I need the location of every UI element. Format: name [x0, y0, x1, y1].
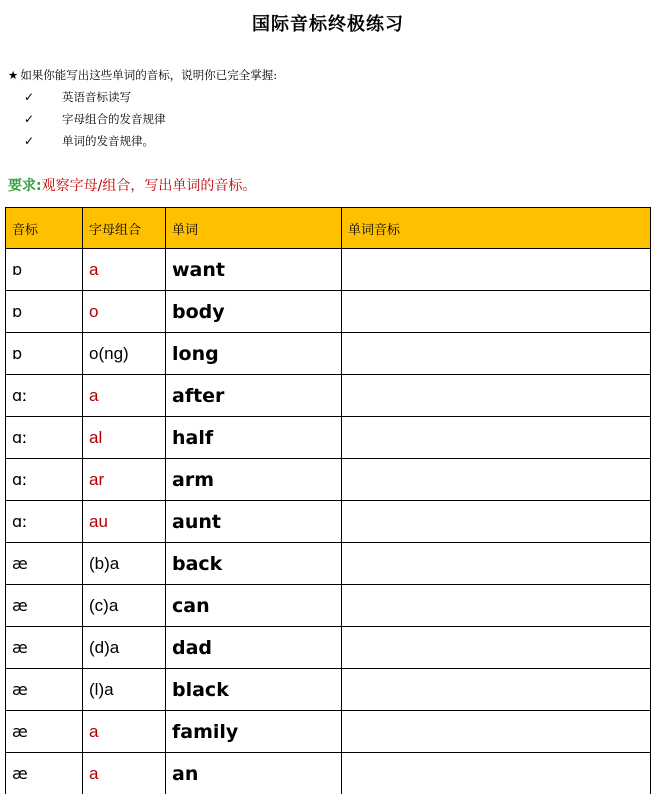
requirement-text: 观察字母/组合，写出单词的音标。 [41, 178, 257, 194]
bullet-item [8, 130, 277, 152]
requirement-label: 要求: [8, 178, 42, 194]
table-row [6, 585, 651, 627]
header-combo: 字母组合 [83, 208, 166, 249]
answer-cell[interactable] [342, 333, 651, 375]
table-row [6, 543, 651, 585]
letter-combo-cell: a [83, 711, 166, 753]
table-row [6, 627, 651, 669]
word-cell: back [166, 543, 342, 585]
page-title: 国际音标终极练习 [252, 14, 404, 35]
word-cell: aunt [166, 501, 342, 543]
phonetic-symbol-cell: æ [6, 627, 83, 669]
header-symbol: 音标 [6, 208, 83, 249]
answer-cell[interactable] [342, 669, 651, 711]
table-row [6, 333, 651, 375]
word-cell: long [166, 333, 342, 375]
letter-combo-cell: o(ng) [83, 333, 166, 375]
answer-cell[interactable] [342, 627, 651, 669]
answer-cell[interactable] [342, 501, 651, 543]
answer-cell[interactable] [342, 711, 651, 753]
header-answer: 单词音标 [342, 208, 651, 249]
phonetic-symbol-cell: æ [6, 753, 83, 795]
word-cell: an [166, 753, 342, 795]
letter-combo-cell: al [83, 417, 166, 459]
word-cell: after [166, 375, 342, 417]
word-cell: arm [166, 459, 342, 501]
table-row [6, 501, 651, 543]
answer-cell[interactable] [342, 375, 651, 417]
checkmark-icon: ✓ [24, 112, 35, 126]
table-row [6, 291, 651, 333]
intro-lead-line [8, 64, 277, 86]
letter-combo-cell: a [83, 753, 166, 795]
intro-block [8, 64, 277, 152]
star-icon: ★ [8, 68, 19, 82]
bullet-item [8, 86, 277, 108]
word-cell: black [166, 669, 342, 711]
phonetic-symbol-cell: ɑː [6, 501, 83, 543]
word-cell: body [166, 291, 342, 333]
word-cell: family [166, 711, 342, 753]
intro-lead: 如果你能写出这些单词的音标，说明你已完全掌握: [20, 68, 278, 82]
phonetic-symbol-cell: ɑː [6, 375, 83, 417]
phonetics-table [5, 207, 651, 794]
table-row [6, 249, 651, 291]
answer-cell[interactable] [342, 249, 651, 291]
phonetic-symbol-cell: æ [6, 711, 83, 753]
table-row [6, 459, 651, 501]
letter-combo-cell: ar [83, 459, 166, 501]
table-row [6, 711, 651, 753]
letter-combo-cell: a [83, 375, 166, 417]
table-row [6, 753, 651, 795]
answer-cell[interactable] [342, 291, 651, 333]
letter-combo-cell: o [83, 291, 166, 333]
letter-combo-cell: (c)a [83, 585, 166, 627]
answer-cell[interactable] [342, 417, 651, 459]
bullet-text: 英语音标读写 [62, 90, 131, 104]
header-word: 单词 [166, 208, 342, 249]
table-row [6, 417, 651, 459]
phonetic-symbol-cell: ɑː [6, 417, 83, 459]
phonetic-symbol-cell: ɒ [6, 249, 83, 291]
checkmark-icon: ✓ [24, 90, 35, 104]
word-cell: dad [166, 627, 342, 669]
phonetic-symbol-cell: æ [6, 585, 83, 627]
table-row [6, 375, 651, 417]
word-cell: half [166, 417, 342, 459]
phonetic-symbol-cell: æ [6, 543, 83, 585]
phonetic-symbol-cell: æ [6, 669, 83, 711]
bullet-item [8, 108, 277, 130]
word-cell: can [166, 585, 342, 627]
letter-combo-cell: (d)a [83, 627, 166, 669]
letter-combo-cell: (l)a [83, 669, 166, 711]
bullet-text: 字母组合的发音规律 [62, 112, 166, 126]
checkmark-icon: ✓ [24, 134, 35, 148]
table-body [6, 249, 651, 795]
answer-cell[interactable] [342, 459, 651, 501]
phonetic-symbol-cell: ɑː [6, 459, 83, 501]
letter-combo-cell: (b)a [83, 543, 166, 585]
answer-cell[interactable] [342, 753, 651, 795]
requirement-line [8, 175, 256, 195]
phonetic-symbol-cell: ɒ [6, 291, 83, 333]
answer-cell[interactable] [342, 543, 651, 585]
answer-cell[interactable] [342, 585, 651, 627]
table-row [6, 669, 651, 711]
letter-combo-cell: au [83, 501, 166, 543]
table-header-row [6, 208, 651, 249]
bullet-text: 单词的发音规律。 [62, 134, 154, 148]
phonetic-symbol-cell: ɒ [6, 333, 83, 375]
letter-combo-cell: a [83, 249, 166, 291]
word-cell: want [166, 249, 342, 291]
